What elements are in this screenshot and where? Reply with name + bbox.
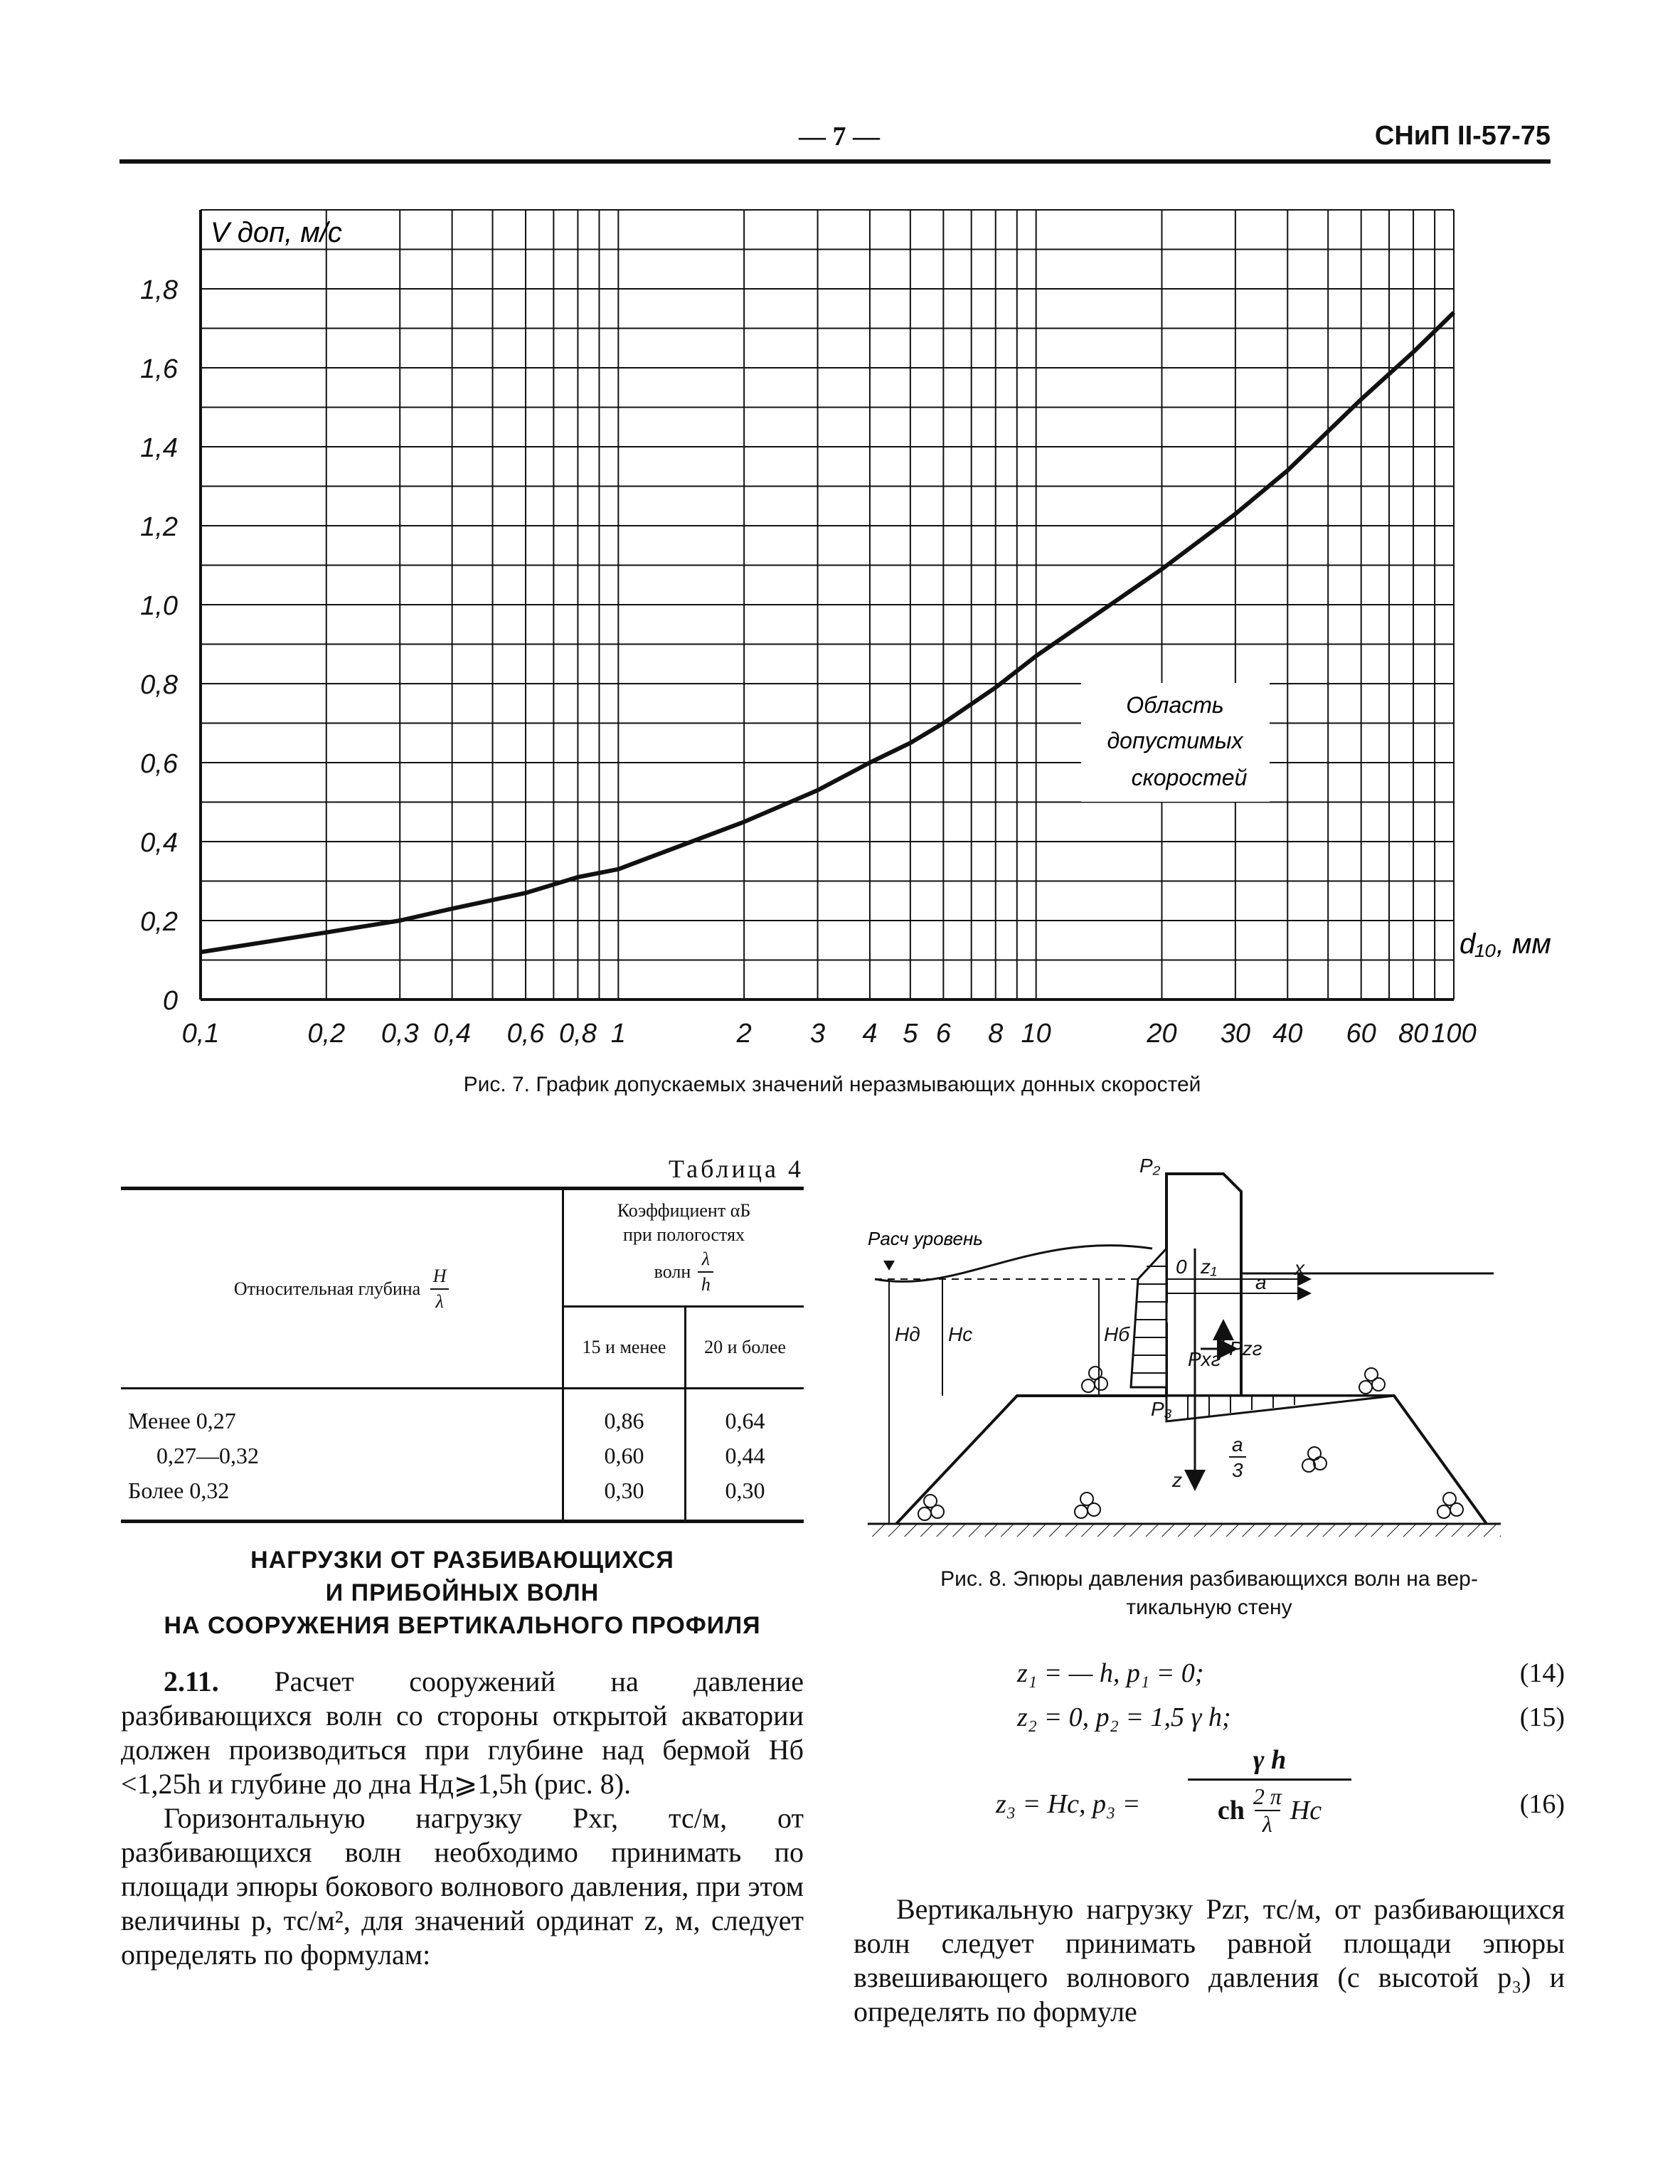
y-tick-label: 1,8 [140,275,178,305]
table-row [121,1438,804,1473]
chart-ticks [140,275,1477,1049]
table-4-label: Таблица 4 [669,1155,804,1183]
y-tick-label: 1,0 [140,591,178,621]
figure-8-caption-line-2: тикальную стену [1126,1596,1292,1619]
formula-14-text: z₁ = — h, p₁ = 0; [1017,1658,1204,1688]
hb-label: Hб [1104,1323,1129,1345]
coef-header-line-1: Коэффициент αБ [617,1200,751,1221]
coef-fraction-num: λ [701,1249,710,1269]
row-value-2: 0,44 [686,1438,804,1473]
row-value-1: 0,60 [563,1438,686,1473]
x-tick-label: 80 [1398,1019,1429,1049]
row-label: 0,27—0,32 [156,1443,259,1468]
section-title-line-1: НАГРУЗКИ ОТ РАЗБИВАЮЩИХСЯ [250,1547,674,1574]
x-tick-label: 10 [1021,1019,1051,1049]
y-tick-label: 0,2 [140,907,178,937]
x-tick-label: 0,3 [381,1019,419,1049]
figure-8-diagram [854,1152,1565,1551]
row-value-2: 0,64 [686,1389,804,1439]
x-tick-label: 100 [1431,1019,1477,1049]
wave-profile [875,1246,1152,1282]
figure-7-chart [0,0,1680,1081]
y-tick-label: 0,4 [140,828,178,858]
right-column-text [854,1892,1565,2029]
figure-7-caption: Рис. 7. График допускаемых значений неразмывающих донных скоростей [463,1073,1201,1096]
row-value-1: 0,30 [563,1473,686,1522]
a3-num-label: a [1232,1433,1243,1456]
z-label: z [1172,1469,1182,1491]
coef-header-line-2: при пологостях [622,1224,745,1245]
pxg-label: Pxг [1188,1348,1221,1370]
design-level-label: Расч уровень [868,1228,983,1249]
paragraph-2-11-text: Расчет сооружений на давление разбивающихся волн со стороны открытой акватории должен производиться при глубине над бермой Hб <1,25h и глубине до дна Hд⩾1,5h (рис. 8). [121,1665,804,1800]
x-tick-label: 6 [935,1019,951,1049]
x-tick-label: 0,8 [559,1019,597,1049]
page-number: — 7 — [799,122,880,152]
y-tick-label: 0 [162,986,178,1016]
a-label: a [1255,1271,1267,1293]
hd-label: Hд [895,1323,920,1345]
region-label-line-3: скоростей [1131,765,1248,790]
figure-8-caption [854,1565,1565,1622]
y-axis-label: V доп, м/с [211,217,342,248]
x-tick-label: 0,6 [506,1019,545,1049]
formula-16-den-suffix: Hс [1290,1796,1322,1825]
row-label: Более 0,32 [121,1473,563,1522]
left-column-text [121,1665,804,1972]
table-row [121,1389,804,1439]
y-tick-label: 0,6 [140,749,178,779]
x-tick-label: 60 [1346,1019,1376,1049]
row-label: Менее 0,27 [128,1408,236,1433]
x-tick-label: 0,2 [307,1019,346,1049]
sub-header-1: 15 и менее [563,1307,686,1389]
region-label-box [1081,683,1270,802]
uplift-pressure-diagram [1166,1396,1394,1421]
row-value-2: 0,30 [686,1473,804,1522]
y-tick-label: 1,4 [140,433,178,463]
coef-header-line-3: волн [654,1261,691,1282]
level-marker-icon [883,1261,895,1271]
x-tick-label: 30 [1220,1019,1251,1049]
formula-14 [854,1658,1565,1693]
formula-16 [854,1744,1565,1858]
section-title-line-3: НА СООРУЖЕНИЯ ВЕРТИКАЛЬНОГО ПРОФИЛЯ [164,1612,761,1639]
formula-15 [854,1702,1565,1737]
figure-8-caption-line-1: Рис. 8. Эпюры давления разбивающихся волн на вер- [940,1567,1478,1591]
formula-16-den-frac-den: λ [1255,1810,1280,1838]
sub-header-2: 20 и более [686,1307,804,1389]
x-tick-label: 0,1 [181,1019,220,1049]
x-tick-label: 2 [736,1019,752,1049]
region-label-line-2: допустимых [1107,728,1243,753]
coef-fraction-den: h [698,1271,713,1297]
table-row [121,1473,804,1522]
x-axis-label: d₁₀, мм [1460,928,1551,960]
p3-label: P₃ [1151,1398,1172,1420]
a3-den-label: 3 [1232,1459,1243,1481]
section-title-line-2: И ПРИБОЙНЫХ ВОЛН [325,1579,600,1606]
formula-16-lhs: z₃ = Hс, p₃ = [996,1789,1141,1819]
pzg-label: Pzг [1229,1337,1262,1359]
row-value-1: 0,86 [563,1389,686,1439]
region-label-line-1: Область [1126,692,1224,718]
paragraph-horizontal-load: Горизонтальную нагрузку Pxг, тс/м, от разбивающихся волн необходимо принимать по площади эпюры бокового волнового давления, при этом величины p, тс/м², для значений ординат z, м, следует определять по формулам: [121,1802,804,1971]
x-tick-label: 3 [809,1019,826,1049]
side-pressure-diagram [1131,1249,1166,1387]
standard-code: СНиП II-57-75 [1374,121,1551,151]
p2-label: P₂ [1139,1155,1161,1177]
x-tick-label: 4 [862,1019,878,1049]
z1-label: z₁ [1201,1256,1217,1278]
y-tick-label: 1,6 [140,354,178,384]
x-tick-label: 1 [610,1019,626,1049]
y-tick-label: 0,8 [140,670,178,700]
x-tick-label: 20 [1147,1019,1177,1049]
paragraph-vertical-load: Вертикальную нагрузку Pzг, тс/м, от разбивающихся волн следует принимать равной площади эпюры взвешивающего волнового давления (с высотой p₃) и определять по формуле [854,1893,1565,2027]
hc-label: Hс [948,1323,973,1345]
col1-fraction-num: H [432,1265,447,1286]
col1-fraction-den: λ [430,1288,449,1314]
formula-14-number: (14) [1519,1658,1565,1688]
table-col1-header: Относительная глубина [233,1278,421,1299]
chart-grid [201,210,1454,1000]
clause-number: 2.11. [164,1665,219,1697]
table-4 [121,1187,804,1523]
zero-label: 0 [1176,1256,1187,1278]
x-tick-label: 8 [988,1019,1004,1049]
formula-15-number: (15) [1519,1702,1565,1732]
paragraph-2-11 [121,1665,804,1801]
formula-16-number: (16) [1519,1789,1565,1819]
x-tick-label: 0,4 [433,1019,472,1049]
x-tick-label: 40 [1272,1019,1303,1049]
ground-hatching [868,1524,1501,1537]
x-label: x [1294,1257,1304,1279]
y-tick-label: 1,2 [140,512,178,542]
velocity-curve [201,312,1454,952]
section-title [121,1544,804,1642]
formula-15-text: z₂ = 0, p₂ = 1,5 γ h; [1017,1702,1231,1732]
formula-16-den-prefix: ch [1217,1796,1245,1825]
formula-16-den-frac-num: 2 π [1253,1783,1282,1809]
formula-16-numerator: γ h [1253,1745,1287,1775]
chart-series [201,312,1454,952]
x-tick-label: 5 [903,1019,918,1049]
